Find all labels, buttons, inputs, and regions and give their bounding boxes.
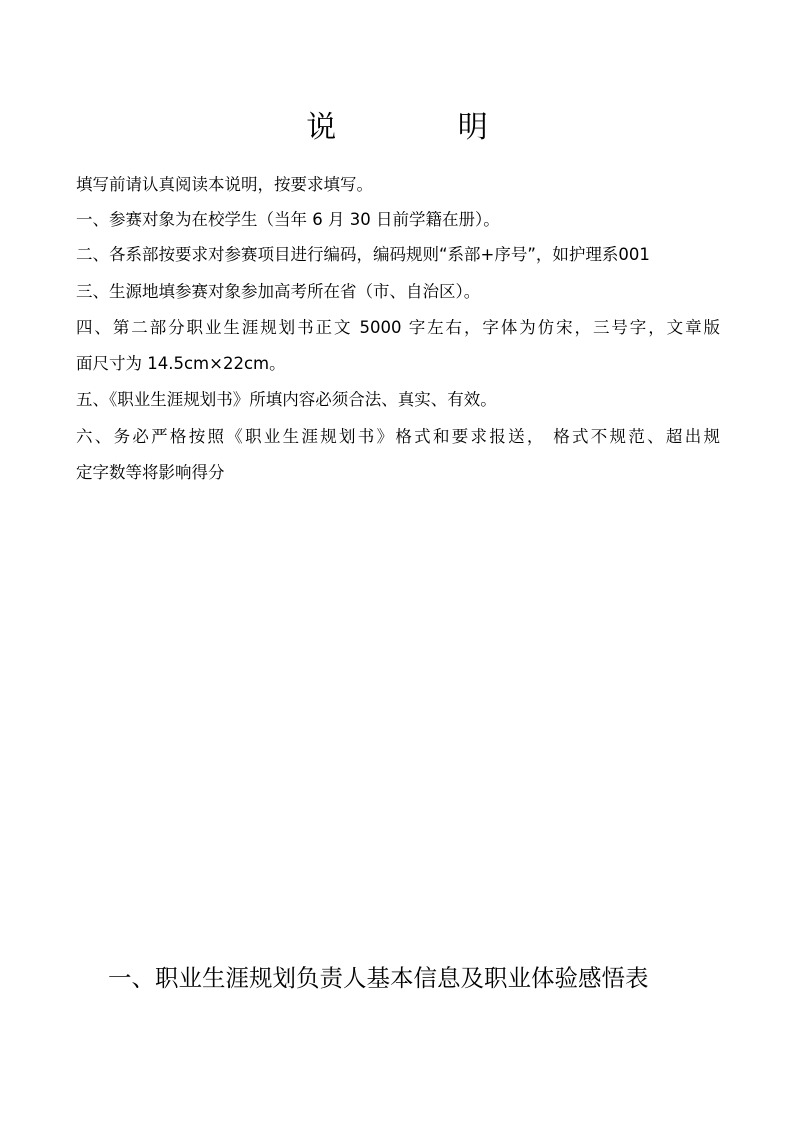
page-title: 说 明 [306, 110, 544, 145]
instruction-item-1: 一、参赛对象为在校学生（当年 6 月 30 日前学籍在册）。 [76, 210, 500, 229]
intro-text: 填写前请认真阅读本说明，按要求填写。 [76, 175, 373, 194]
instruction-item-4-continued: 面尺寸为 14.5cm×22cm。 [76, 354, 286, 373]
instruction-item-2: 二、各系部按要求对参赛项目进行编码，编码规则“系部+序号”，如护理系001 [76, 245, 650, 264]
instruction-item-4: 四、第二部分职业生涯规划书正文 5000 字左右，字体为仿宋，三号字，文章版 [76, 318, 720, 337]
instruction-item-3: 三、生源地填参赛对象参加高考所在省（市、自治区）。 [76, 282, 481, 301]
instruction-item-6-continued: 定字数等将影响得分 [76, 463, 225, 482]
instruction-item-5: 五、《职业生涯规划书》所填内容必须合法、真实、有效。 [76, 390, 497, 409]
instruction-item-6: 六、务必严格按照《职业生涯规划书》格式和要求报送， 格式不规范、超出规 [76, 427, 720, 446]
section-heading: 一、职业生涯规划负责人基本信息及职业体验感悟表 [108, 964, 649, 992]
